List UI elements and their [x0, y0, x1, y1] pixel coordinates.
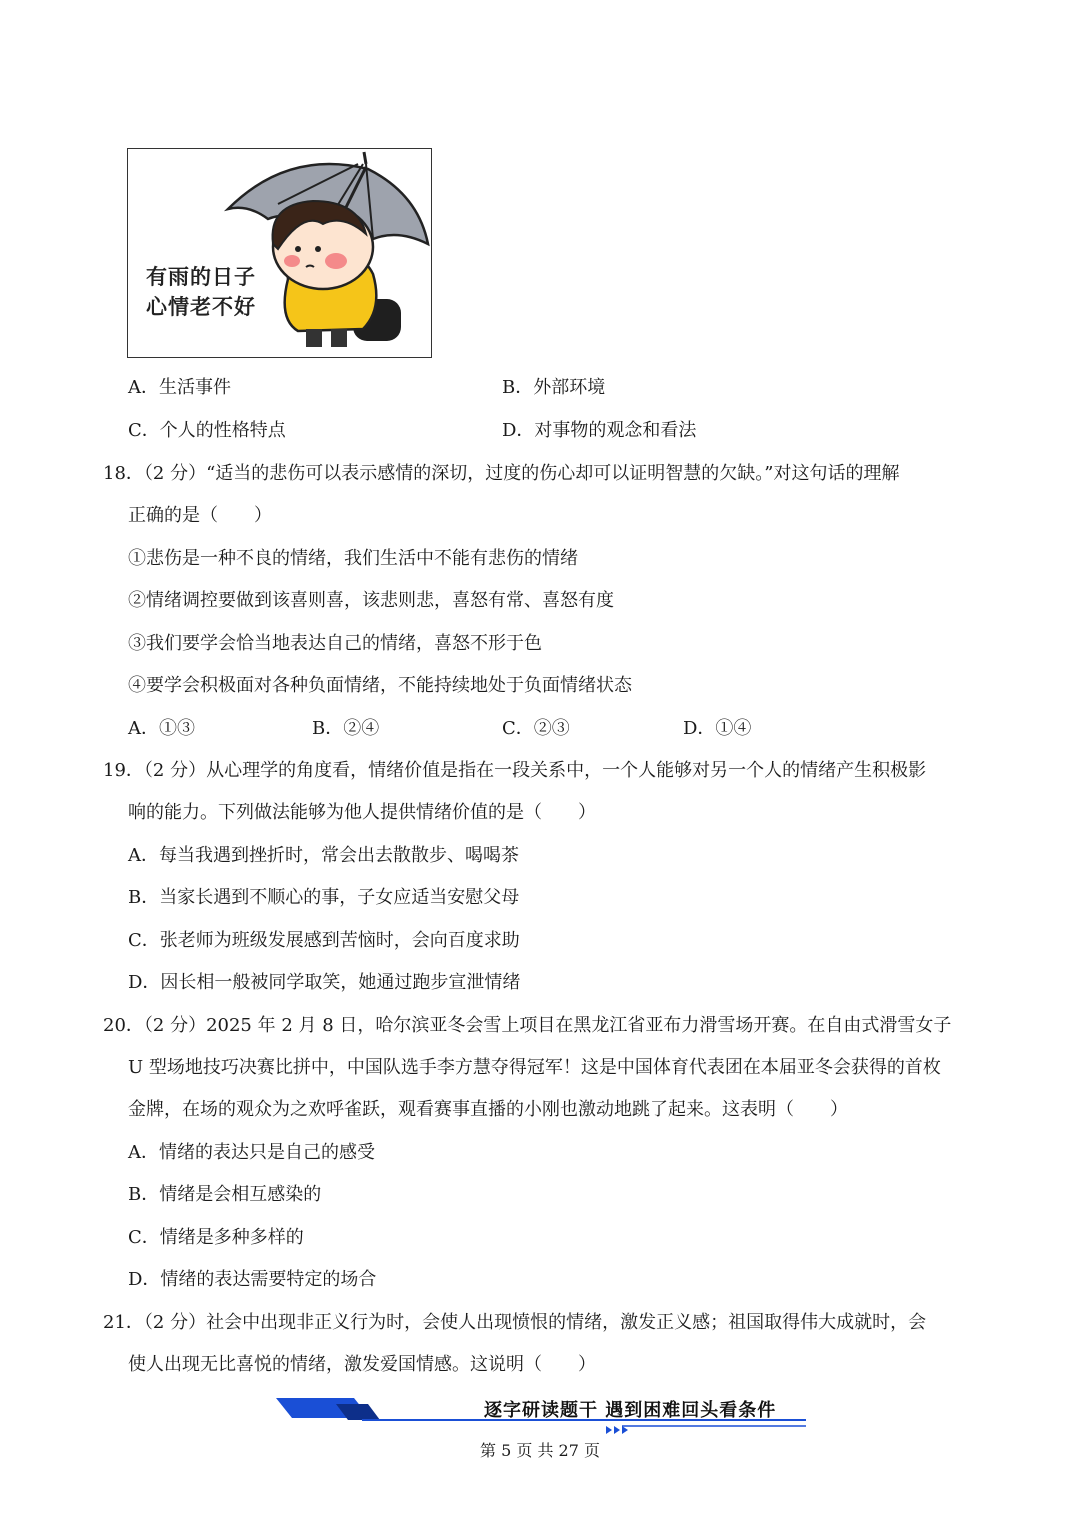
- q20-stem-line2: U 型场地技巧决赛比拼中，中国队选手李方慧夺得冠军！这是中国体育代表团在本届亚冬会获得的首枚: [128, 1057, 941, 1078]
- arrow-icon: [606, 1426, 612, 1434]
- cartoon-illustration: [127, 148, 432, 358]
- q19-option-d[interactable]: D．因长相一般被同学取笑，她通过跑步宣泄情绪: [128, 972, 521, 993]
- q20-stem-line1: 20．（2 分）2025 年 2 月 8 日，哈尔滨亚冬会雪上项目在黑龙江省亚布力滑雪场开赛。在自由式滑雪女子: [103, 1015, 952, 1036]
- q18-statement-1: ①悲伤是一种不良的情绪，我们生活中不能有悲伤的情绪: [128, 548, 578, 569]
- q20-option-d[interactable]: D．情绪的表达需要特定的场合: [128, 1269, 377, 1290]
- q21-stem-line2: 使人出现无比喜悦的情绪，激发爱国情感。这说明（ ）: [128, 1354, 596, 1375]
- q17-option-a[interactable]: A．生活事件: [128, 377, 231, 398]
- q19-stem-line2: 响的能力。下列做法能够为他人提供情绪价值的是（ ）: [128, 802, 596, 823]
- arrow-icon: [622, 1426, 628, 1434]
- q20-option-c[interactable]: C．情绪是多种多样的: [128, 1227, 304, 1248]
- q20-option-a[interactable]: A．情绪的表达只是自己的感受: [128, 1142, 375, 1163]
- footer-slogan: 逐字研读题干 遇到困难回头看条件: [484, 1400, 777, 1421]
- q21-stem-line1: 21．（2 分）社会中出现非正义行为时，会使人出现愤恨的情绪，激发正义感；祖国取得伟大成就时，会: [103, 1312, 927, 1333]
- q19-stem-line1: 19．（2 分）从心理学的角度看，情绪价值是指在一段关系中，一个人能够对另一个人的情绪产生积极影: [103, 760, 927, 781]
- q19-option-a[interactable]: A．每当我遇到挫折时，常会出去散散步、喝喝茶: [128, 845, 519, 866]
- q18-stem-line2: 正确的是（ ）: [128, 505, 272, 526]
- cartoon-caption-line2: 心情老不好: [146, 295, 256, 319]
- q18-stem-line1: 18．（2 分）“适当的悲伤可以表示感情的深切，过度的伤心却可以证明智慧的欠缺。”对这句话的理解: [103, 463, 900, 484]
- q18-option-a[interactable]: A．①③: [128, 718, 195, 739]
- q19-option-b[interactable]: B．当家长遇到不顺心的事，子女应适当安慰父母: [128, 887, 520, 908]
- q18-option-d[interactable]: D．①④: [683, 718, 752, 739]
- q18-statement-4: ④要学会积极面对各种负面情绪，不能持续地处于负面情绪状态: [128, 675, 632, 696]
- q18-option-b[interactable]: B．②④: [312, 718, 380, 739]
- cartoon-caption-line1: 有雨的日子: [146, 265, 256, 289]
- umbrella-child-drawing: [128, 149, 432, 358]
- q17-option-d[interactable]: D．对事物的观念和看法: [502, 420, 697, 441]
- q18-statement-3: ③我们要学会恰当地表达自己的情绪，喜怒不形于色: [128, 633, 542, 654]
- q17-option-b[interactable]: B．外部环境: [502, 377, 606, 398]
- q18-statement-2: ②情绪调控要做到该喜则喜，该悲则悲，喜怒有常、喜怒有度: [128, 590, 614, 611]
- page-number: 第 5 页 共 27 页: [480, 1441, 600, 1460]
- q20-stem-line3: 金牌，在场的观众为之欢呼雀跃，观看赛事直播的小刚也激动地跳了起来。这表明（ ）: [128, 1099, 848, 1120]
- q19-option-c[interactable]: C．张老师为班级发展感到苦恼时，会向百度求助: [128, 930, 520, 951]
- q18-option-c[interactable]: C．②③: [502, 718, 570, 739]
- arrow-icon: [614, 1426, 620, 1434]
- q17-option-c[interactable]: C．个人的性格特点: [128, 420, 286, 441]
- q20-option-b[interactable]: B．情绪是会相互感染的: [128, 1184, 322, 1205]
